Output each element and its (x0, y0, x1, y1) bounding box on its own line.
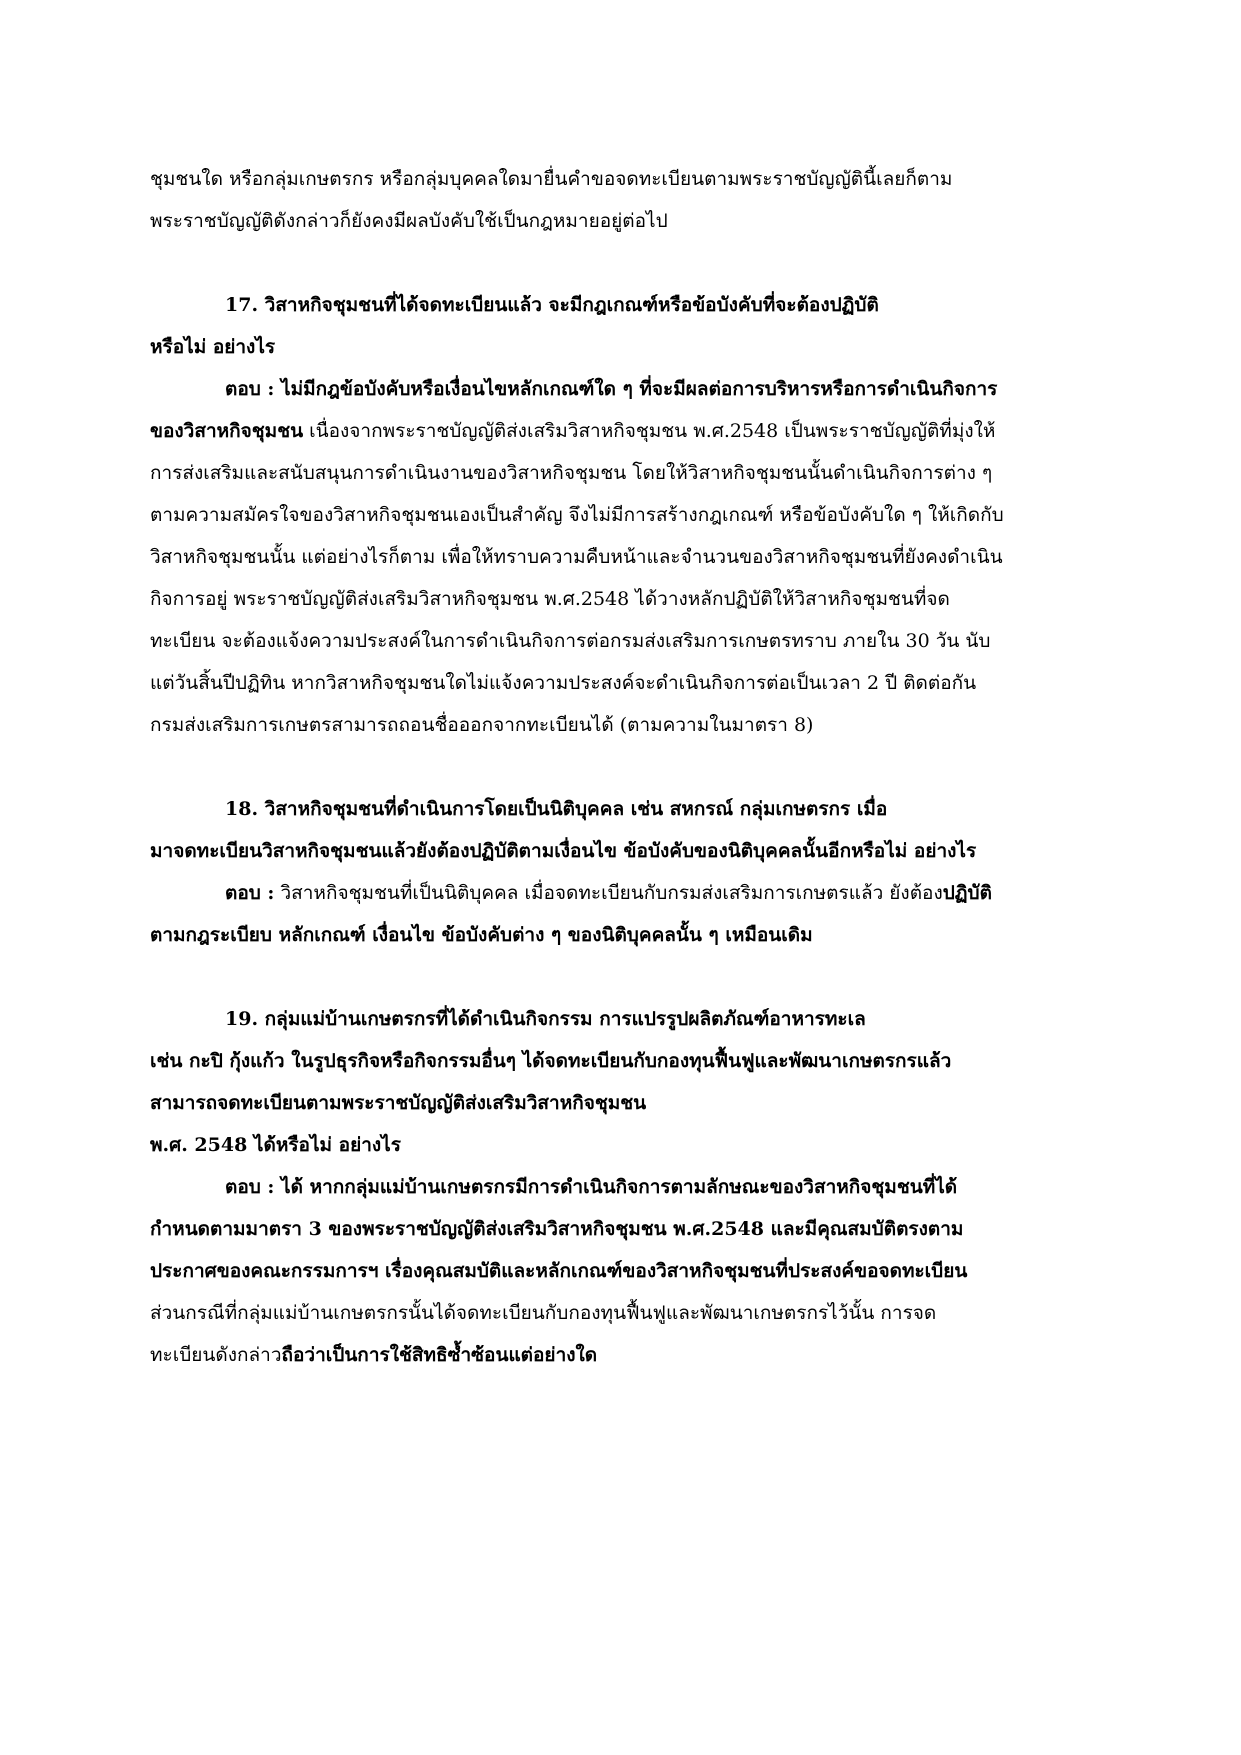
answer-19-line-5: ทะเบียนดังกล่าวถือว่าเป็นการใช้สิทธิซ้ำซ้อนแต่อย่างใด (150, 1344, 598, 1366)
answer-17-line-9: กรมส่งเสริมการเกษตรสามารถถอนชื่อออกจากทะเบียนได้ (ตามความในมาตรา 8) (150, 714, 814, 736)
question-19-line-1: 19. กลุ่มแม่บ้านเกษตรกรที่ได้ดำเนินกิจกรรม การแปรรูปผลิตภัณฑ์อาหารทะเล (225, 1008, 866, 1030)
section-gap (150, 242, 1110, 284)
answer-18-line-1: ตอบ : วิสาหกิจชุมชนที่เป็นนิติบุคคล เมื่อจดทะเบียนกับกรมส่งเสริมการเกษตรแล้ว ยังต้องปฏิบัติ (225, 882, 992, 904)
section-gap (150, 956, 1110, 998)
intro-line-1: ชุมชนใด หรือกลุ่มเกษตรกร หรือกลุ่มบุคคลใดมายื่นคำขอจดทะเบียนตามพระราชบัญญัตินี้เลยก็ตาม (150, 168, 953, 190)
intro-line-2: พระราชบัญญัติดังกล่าวก็ยังคงมีผลบังคับใช้เป็นกฎหมายอยู่ต่อไป (150, 210, 668, 232)
question-17-line-2: หรือไม่ อย่างไร (150, 336, 276, 358)
answer-17-line-1: ตอบ : ไม่มีกฎข้อบังคับหรือเงื่อนไขหลักเกณฑ์ใด ๆ ที่จะมีผลต่อการบริหารหรือการดำเนินกิจการ (225, 378, 998, 400)
answer-17-line-2: ของวิสาหกิจชุมชน เนื่องจากพระราชบัญญัติส่งเสริมวิสาหกิจชุมชน พ.ศ.2548 เป็นพระราชบัญญัติที่มุ่งให้ (150, 420, 996, 442)
answer-17-line-5: วิสาหกิจชุมชนนั้น แต่อย่างไรก็ตาม เพื่อให้ทราบความคืบหน้าและจำนวนของวิสาหกิจชุมชนที่ยังคงดำเนิน (150, 546, 1003, 568)
answer-17-line-3: การส่งเสริมและสนับสนุนการดำเนินงานของวิสาหกิจชุมชน โดยให้วิสาหกิจชุมชนนั้นดำเนินกิจการต่าง ๆ (150, 462, 993, 484)
section-gap (150, 746, 1110, 788)
question-19-line-3: สามารถจดทะเบียนตามพระราชบัญญัติส่งเสริมวิสาหกิจชุมชน (150, 1092, 647, 1114)
answer-17-line-8: แต่วันสิ้นปีปฏิทิน หากวิสาหกิจชุมชนใดไม่แจ้งความประสงค์จะดำเนินกิจการต่อเป็นเวลา 2 ปี ติดต่อกัน (150, 672, 977, 694)
question-17-line-1: 17. วิสาหกิจชุมชนที่ได้จดทะเบียนแล้ว จะมีกฎเกณฑ์หรือข้อบังคับที่จะต้องปฏิบัติ (225, 294, 879, 316)
answer-17-line-4: ตามความสมัครใจของวิสาหกิจชุมชนเองเป็นสำคัญ จึงไม่มีการสร้างกฎเกณฑ์ หรือข้อบังคับใด ๆ ให้เกิดกับ (150, 504, 1004, 526)
answer-17-line-6: กิจการอยู่ พระราชบัญญัติส่งเสริมวิสาหกิจชุมชน พ.ศ.2548 ได้วางหลักปฏิบัติให้วิสาหกิจชุมชนที่จด (150, 588, 950, 610)
answer-19-line-3: ประกาศของคณะกรรมการฯ เรื่องคุณสมบัติและหลักเกณฑ์ของวิสาหกิจชุมชนที่ประสงค์ขอจดทะเบียน (150, 1260, 968, 1282)
answer-17-line-7: ทะเบียน จะต้องแจ้งความประสงค์ในการดำเนินกิจการต่อกรมส่งเสริมการเกษตรทราบ ภายใน 30 วัน นับ (150, 630, 991, 652)
answer-19-line-4: ส่วนกรณีที่กลุ่มแม่บ้านเกษตรกรนั้นได้จดทะเบียนกับกองทุนฟื้นฟูและพัฒนาเกษตรกรไว้นั้น การจด (150, 1302, 937, 1324)
answer-19-line-1: ตอบ : ได้ หากกลุ่มแม่บ้านเกษตรกรมีการดำเนินกิจการตามลักษณะของวิสาหกิจชุมชนที่ได้ (225, 1176, 958, 1198)
question-19-line-2: เช่น กะปิ กุ้งแก้ว ในรูปธุรกิจหรือกิจกรรมอื่นๆ ได้จดทะเบียนกับกองทุนฟื้นฟูและพัฒนาเกษตรกรแล้ว (150, 1050, 952, 1072)
answer-18-line-2: ตามกฎระเบียบ หลักเกณฑ์ เงื่อนไข ข้อบังคับต่าง ๆ ของนิติบุคคลนั้น ๆ เหมือนเดิม (150, 924, 813, 946)
document-body (150, 158, 1110, 1376)
answer-19-line-2: กำหนดตามมาตรา 3 ของพระราชบัญญัติส่งเสริมวิสาหกิจชุมชน พ.ศ.2548 และมีคุณสมบัติตรงตาม (150, 1218, 964, 1240)
question-18-line-2: มาจดทะเบียนวิสาหกิจชุมชนแล้วยังต้องปฏิบัติตามเงื่อนไข ข้อบังคับของนิติบุคคลนั้นอีกหรือไม่ อย่างไร (150, 840, 977, 862)
question-19-line-4: พ.ศ. 2548 ได้หรือไม่ อย่างไร (150, 1134, 401, 1156)
question-18-line-1: 18. วิสาหกิจชุมชนที่ดำเนินการโดยเป็นนิติบุคคล เช่น สหกรณ์ กลุ่มเกษตรกร เมื่อ (225, 798, 888, 820)
